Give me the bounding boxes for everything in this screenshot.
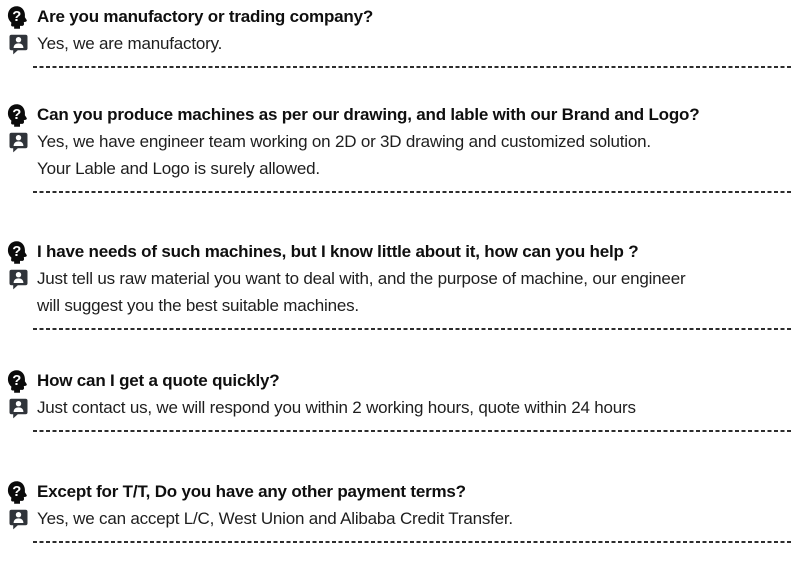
answer-row: [6, 505, 792, 532]
faq-item: [6, 367, 792, 432]
question-head-icon: [6, 478, 37, 505]
answer-text: [37, 505, 513, 532]
question-row: [6, 478, 792, 505]
question-text: Are you manufactory or trading company?: [37, 7, 374, 26]
question-row: [6, 367, 792, 394]
answer-text: [37, 30, 222, 57]
faq-item: [6, 478, 792, 543]
faq-item: [6, 238, 792, 330]
answer-text: [37, 394, 636, 421]
person-chat-icon: [6, 505, 37, 530]
answer-line: Just contact us, we will respond you within 2 working hours, quote within 24 hours: [37, 398, 636, 417]
faq-item: [6, 3, 792, 68]
answer-line: Your Lable and Logo is surely allowed.: [37, 159, 320, 178]
answer-line: will suggest you the best suitable machines.: [37, 296, 359, 315]
dashed-divider: [33, 430, 792, 432]
answer-row: [6, 128, 792, 182]
dashed-divider: [33, 328, 792, 330]
answer-text: [37, 265, 685, 319]
question-head-icon: [6, 367, 37, 394]
question-row: [6, 101, 792, 128]
answer-line: Just tell us raw material you want to deal with, and the purpose of machine, our engineer: [37, 269, 686, 288]
answer-row: [6, 30, 792, 57]
answer-row: [6, 265, 792, 319]
answer-line: Yes, we can accept L/C, West Union and Alibaba Credit Transfer.: [37, 509, 513, 528]
question-row: [6, 238, 792, 265]
answer-line: Yes, we are manufactory.: [37, 34, 223, 53]
answer-text: [37, 128, 651, 182]
person-chat-icon: [6, 128, 37, 153]
question-text: Except for T/T, Do you have any other payment terms?: [37, 482, 466, 501]
answer-line: Yes, we have engineer team working on 2D or 3D drawing and customized solution.: [37, 132, 651, 151]
dashed-divider: [33, 541, 792, 543]
question-head-icon: [6, 238, 37, 265]
person-chat-icon: [6, 265, 37, 290]
question-row: [6, 3, 792, 30]
dashed-divider: [33, 191, 792, 193]
dashed-divider: [33, 66, 792, 68]
question-head-icon: [6, 101, 37, 128]
person-chat-icon: [6, 394, 37, 419]
question-text: I have needs of such machines, but I know little about it, how can you help ?: [37, 242, 639, 261]
faq-item: [6, 101, 792, 193]
question-text: How can I get a quote quickly?: [37, 371, 280, 390]
question-head-icon: [6, 3, 37, 30]
answer-row: [6, 394, 792, 421]
person-chat-icon: [6, 30, 37, 55]
question-text: Can you produce machines as per our drawing, and lable with our Brand and Logo?: [37, 105, 700, 124]
